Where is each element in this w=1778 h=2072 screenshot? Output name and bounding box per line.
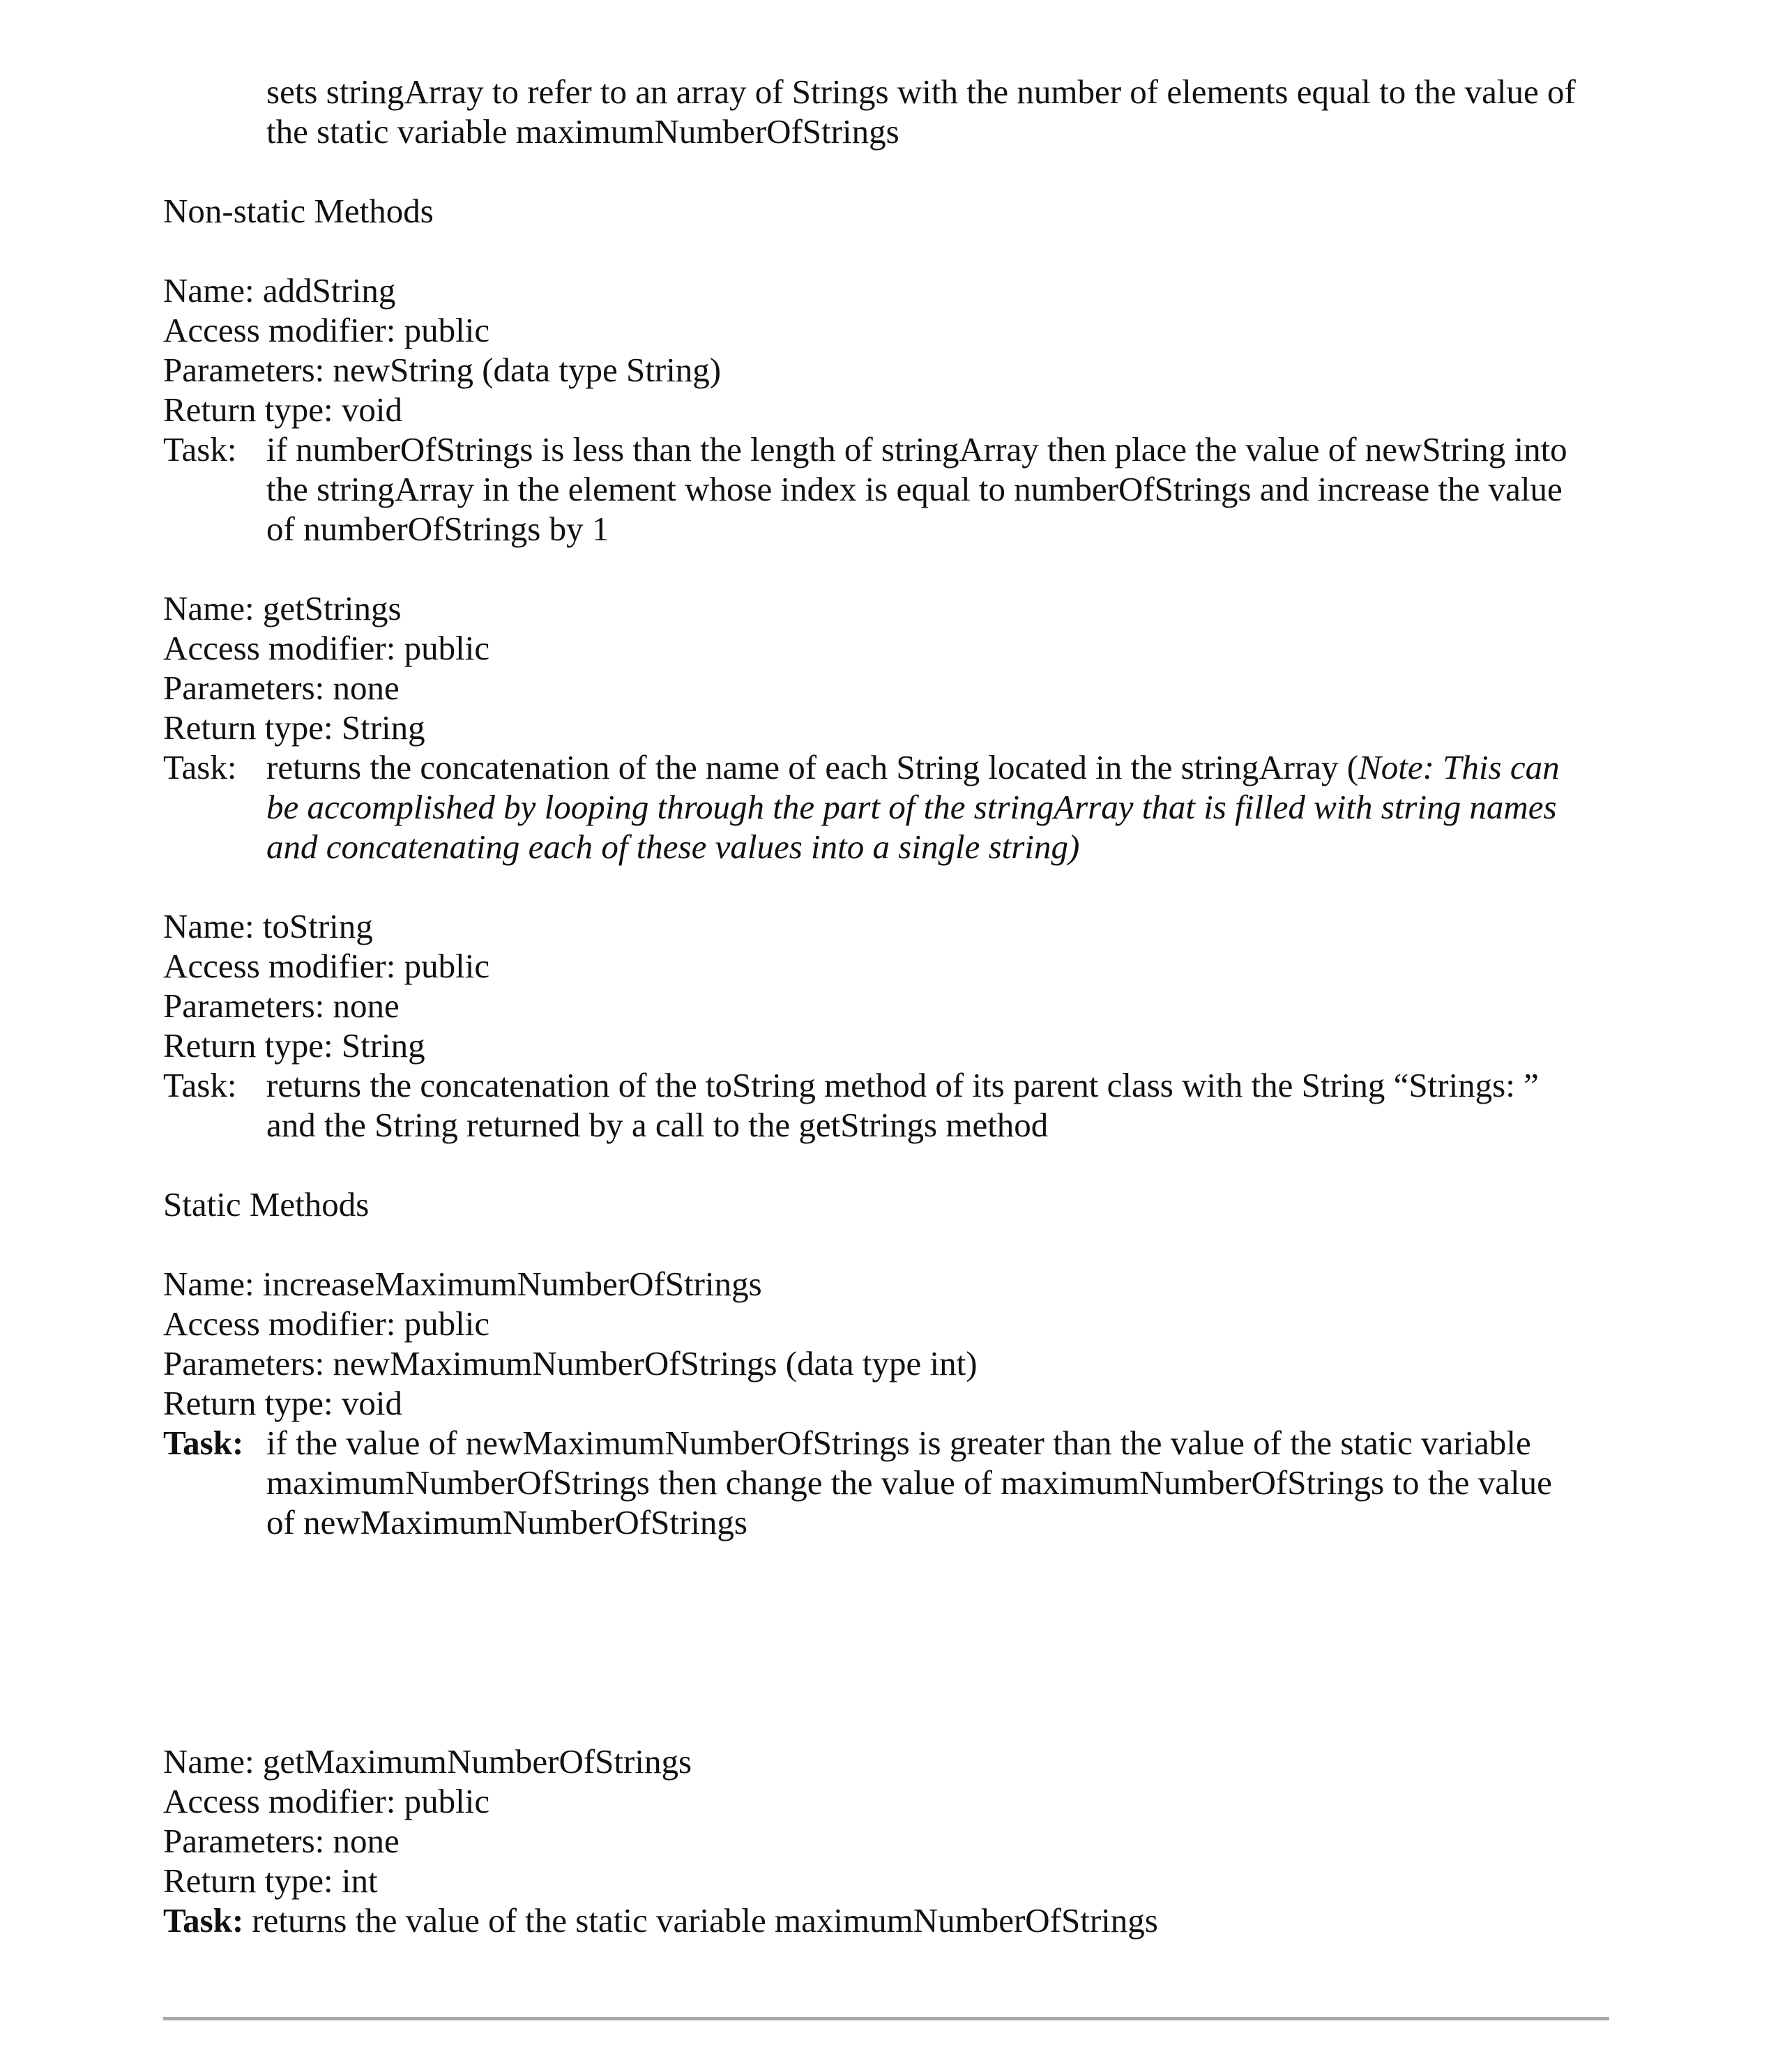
- method-task-line-2: [266, 787, 1557, 827]
- method-task-line-2: the stringArray in the element whose index is equal to numberOfStrings and increase the value: [266, 470, 1563, 508]
- method-task-line-2: and the String returned by a call to the getStrings method: [266, 1106, 1049, 1144]
- method-access: Access modifier: public: [163, 1782, 490, 1820]
- task-label: Task:: [163, 1066, 237, 1104]
- method-name: Name: getStrings: [163, 589, 402, 627]
- method-params: Parameters: none: [163, 1822, 400, 1860]
- method-task-line-3: of numberOfStrings by 1: [266, 510, 609, 548]
- method-task-line-3: [266, 827, 1079, 867]
- method-name: Name: addString: [163, 271, 396, 310]
- method-return: Return type: int: [163, 1861, 378, 1900]
- intro-line-2: the static variable maximumNumberOfStrings: [266, 112, 899, 151]
- method-params: Parameters: newMaximumNumberOfStrings (data type int): [163, 1344, 978, 1382]
- task-text: returns the concatenation of the name of each String located in the stringArray (: [266, 748, 1359, 786]
- task-note-italic: and concatenating each of these values into a single string): [266, 828, 1080, 866]
- method-return: Return type: void: [163, 1384, 402, 1422]
- method-access: Access modifier: public: [163, 947, 490, 985]
- method-task-line-1: [163, 1900, 1158, 1940]
- task-label: Task:: [163, 1424, 244, 1462]
- method-return: Return type: void: [163, 390, 402, 429]
- method-access: Access modifier: public: [163, 629, 490, 667]
- method-params: Parameters: none: [163, 669, 400, 707]
- method-name: Name: getMaximumNumberOfStrings: [163, 1742, 692, 1781]
- method-task-line-1: [163, 1423, 1531, 1463]
- task-label: Task:: [163, 748, 237, 786]
- method-return: Return type: String: [163, 1026, 425, 1065]
- task-text: if the value of newMaximumNumberOfStrings is greater than the value of the static variable: [266, 1424, 1531, 1462]
- method-params: Parameters: none: [163, 987, 400, 1025]
- task-text: returns the value of the static variable maximumNumberOfStrings: [252, 1901, 1158, 1940]
- method-task-line-1: [163, 1065, 1539, 1105]
- method-access: Access modifier: public: [163, 1304, 490, 1343]
- task-note-italic: Note: This can: [1358, 748, 1560, 786]
- method-name: Name: toString: [163, 907, 373, 945]
- method-name: Name: increaseMaximumNumberOfStrings: [163, 1265, 762, 1303]
- method-return: Return type: String: [163, 708, 425, 747]
- method-access: Access modifier: public: [163, 311, 490, 349]
- task-note-italic: be accomplished by looping through the part of the stringArray that is filled with string names: [266, 788, 1557, 826]
- task-label: Task:: [163, 430, 237, 469]
- task-text: returns the concatenation of the toString method of its parent class with the String “Strings: ”: [266, 1066, 1539, 1104]
- method-task-line-2: maximumNumberOfStrings then change the value of maximumNumberOfStrings to the value: [266, 1463, 1552, 1502]
- method-task-line-1: [163, 429, 1567, 469]
- intro-line-1: sets stringArray to refer to an array of Strings with the number of elements equal to the value of: [266, 73, 1576, 111]
- task-text: if numberOfStrings is less than the length of stringArray then place the value of newString into: [266, 430, 1567, 469]
- method-params: Parameters: newString (data type String): [163, 351, 722, 389]
- task-label: Task:: [163, 1901, 244, 1940]
- footer-divider: [163, 2017, 1609, 2020]
- section-heading-static: Static Methods: [163, 1185, 370, 1224]
- method-task-line-3: of newMaximumNumberOfStrings: [266, 1503, 747, 1541]
- section-heading-non-static: Non-static Methods: [163, 192, 434, 230]
- method-task-line-1: [163, 747, 1560, 787]
